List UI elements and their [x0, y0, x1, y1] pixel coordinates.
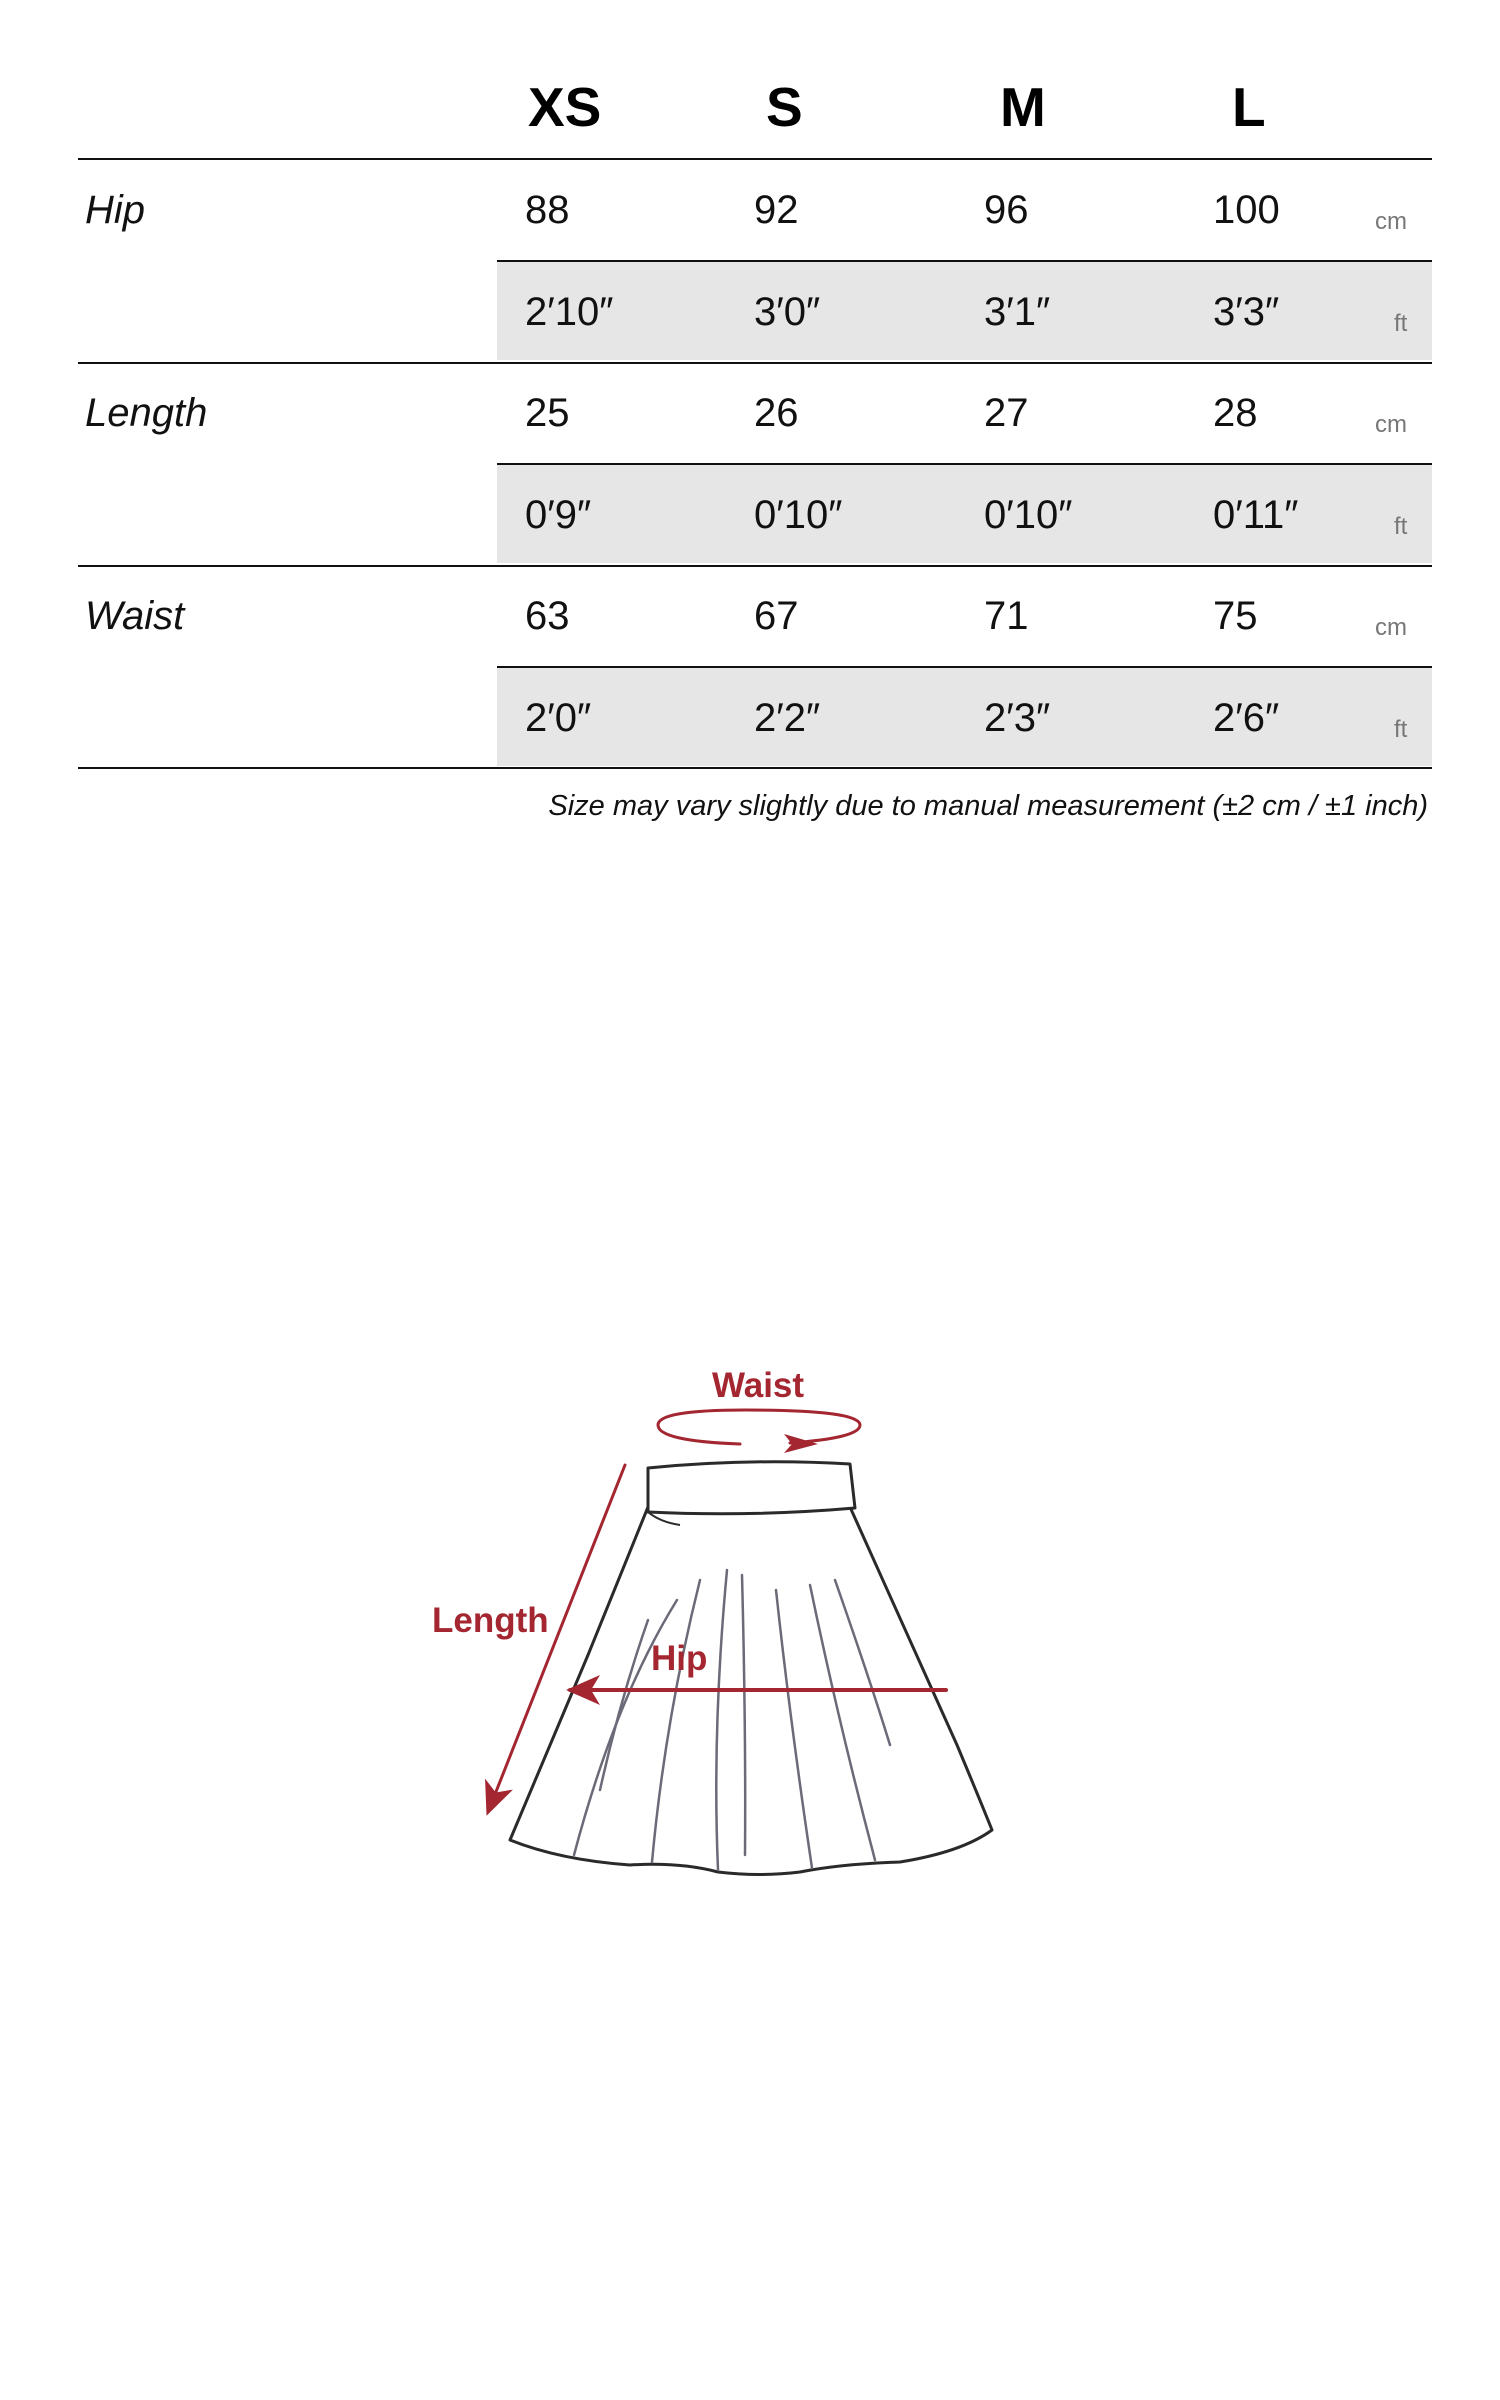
unit-cm: cm	[1375, 208, 1407, 235]
table-cell: 63	[525, 594, 570, 638]
size-header-m: M	[1000, 76, 1046, 138]
unit-cm: cm	[1375, 411, 1407, 438]
size-header-l: L	[1232, 76, 1266, 138]
length-diagram-label: Length	[432, 1601, 549, 1640]
table-cell: 0′9″	[525, 493, 592, 537]
table-cell: 28	[1213, 391, 1258, 435]
table-cell: 67	[754, 594, 799, 638]
unit-ft: ft	[1394, 716, 1408, 743]
unit-ft: ft	[1394, 513, 1408, 540]
table-cell: 3′3″	[1213, 290, 1280, 334]
waist-measure-arrow	[658, 1410, 860, 1453]
skirt-waistband	[648, 1462, 855, 1514]
waist-diagram-label: Waist	[712, 1366, 805, 1405]
table-cell: 3′0″	[754, 290, 821, 334]
table-cell: 27	[984, 391, 1029, 435]
table-cell: 75	[1213, 594, 1258, 638]
table-cell: 25	[525, 391, 570, 435]
table-cell: 2′3″	[984, 696, 1051, 740]
table-cell: 3′1″	[984, 290, 1051, 334]
table-cell: 2′10″	[525, 290, 614, 334]
size-header-xs: XS	[528, 76, 602, 138]
table-cell: 2′0″	[525, 696, 592, 740]
table-cell: 0′10″	[984, 493, 1073, 537]
table-cell: 71	[984, 594, 1029, 638]
table-cell: 96	[984, 188, 1029, 232]
table-cell: 92	[754, 188, 799, 232]
hip-diagram-label: Hip	[651, 1639, 708, 1678]
table-cell: 2′6″	[1213, 696, 1280, 740]
row-label-waist: Waist	[85, 594, 185, 638]
table-cell: 0′11″	[1213, 493, 1299, 537]
table-cell: 26	[754, 391, 799, 435]
measurement-note: Size may vary slightly due to manual measurement (±2 cm / ±1 inch)	[548, 790, 1428, 822]
unit-ft: ft	[1394, 310, 1408, 337]
table-cell: 100	[1213, 188, 1280, 232]
table-cell: 0′10″	[754, 493, 843, 537]
row-label-hip: Hip	[85, 188, 146, 232]
size-header-s: S	[766, 76, 803, 138]
unit-cm: cm	[1375, 614, 1407, 641]
table-cell: 2′2″	[754, 696, 821, 740]
table-cell: 88	[525, 188, 570, 232]
row-label-length: Length	[85, 391, 208, 435]
